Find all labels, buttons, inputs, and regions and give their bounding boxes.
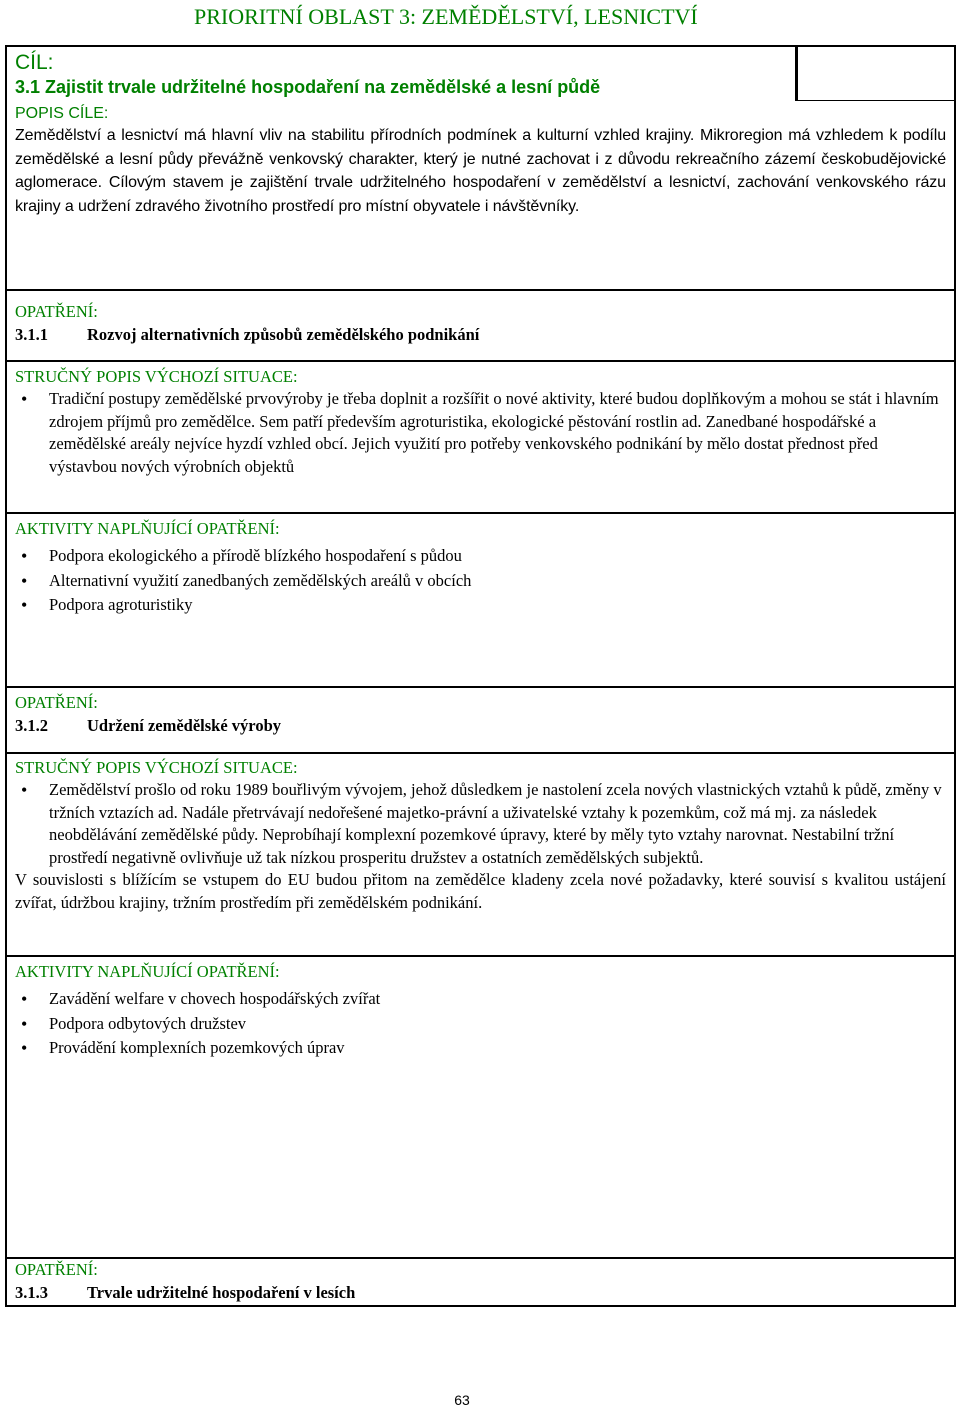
activities-box-311	[5, 514, 956, 688]
activity-item: • Alternativní využití zanedbaných zemědělských areálů v obcích	[15, 570, 946, 593]
activities-list	[15, 545, 946, 617]
activity-item: • Zavádění welfare v chovech hospodářských zvířat	[15, 988, 946, 1011]
situation-list	[15, 779, 946, 869]
activities-label: AKTIVITY NAPLŇUJÍCÍ OPATŘENÍ:	[15, 962, 280, 981]
goal-description-label: POPIS CÍLE:	[15, 105, 109, 122]
activities-box-312	[5, 957, 956, 1259]
measure-header-313	[5, 1259, 956, 1307]
activity-item: • Provádění komplexních pozemkových úprav	[15, 1037, 946, 1060]
situation-label: STRUČNÝ POPIS VÝCHOZÍ SITUACE:	[15, 758, 298, 777]
goal-cell	[5, 45, 796, 101]
measure-name: Trvale udržitelné hospodaření v lesích	[87, 1283, 356, 1302]
goal-label: CÍL:	[15, 51, 54, 74]
measure-label: OPATŘENÍ:	[15, 302, 98, 321]
measure-title-311	[15, 324, 946, 346]
measure-name: Rozvoj alternativních způsobů zemědělského podnikání	[87, 325, 480, 344]
measure-number: 3.1.3	[15, 1283, 48, 1302]
goal-side-cell	[796, 45, 956, 101]
goal-description-text: Zemědělství a lesnictví má hlavní vliv na stabilitu přírodních podmínek a kulturní vzhled krajiny. Mikroregion má vzhledem k podílu zemědělské a lesní půdy převážně venkovský charakter, který je nutné zachovat i z důvodu rekreačního zázemí českobudějovické aglomerace. Cílovým stavem je zajištění trvale udržitelného hospodaření v zemědělství a lesnictví, zachování venkovského rázu krajiny a udržení zdravého životního prostředí pro místní obyvatele i návštěvníky.	[15, 127, 946, 215]
goal-row	[5, 45, 956, 101]
goal-description-box	[5, 101, 956, 291]
measure-label: OPATŘENÍ:	[15, 693, 98, 712]
situation-box-311	[5, 362, 956, 514]
activities-label: AKTIVITY NAPLŇUJÍCÍ OPATŘENÍ:	[15, 519, 280, 538]
measure-number: 3.1.1	[15, 325, 48, 344]
activities-list	[15, 988, 946, 1060]
measure-title-312	[15, 715, 946, 737]
situation-list	[15, 388, 946, 478]
measure-header-311	[5, 291, 956, 362]
situation-box-312	[5, 754, 956, 957]
page-number: 63	[454, 1392, 470, 1408]
situation-item: • Tradiční postupy zemědělské prvovýroby je třeba doplnit a rozšířit o nové aktivity, které budou doplňkovým a mohou se stát i hlavním zdrojem příjmů pro zemědělce. Sem patří především agroturistika, ekologické pěstování rostlin ad. Zanedbané hospodářské a zemědělské areály nejvíce hyzdí vzhled obcí. Jejich využití pro potřeby venkovského podnikání by mělo dostat přednost před výstavbou nových výrobních objektů	[15, 388, 946, 478]
measure-number: 3.1.2	[15, 716, 48, 735]
page-title: PRIORITNÍ OBLAST 3: ZEMĚDĚLSTVÍ, LESNICTVÍ	[194, 4, 698, 29]
situation-label: STRUČNÝ POPIS VÝCHOZÍ SITUACE:	[15, 367, 298, 386]
situation-paragraph: V souvislosti s blížícím se vstupem do EU budou přitom na zemědělce kladeny zcela nové požadavky, které souvisí s kvalitou ustájení zvířat, údržbou krajiny, tržním prostředím při zemědělském podnikání.	[15, 870, 946, 912]
document-frame	[5, 45, 956, 1307]
measure-title-313	[15, 1282, 946, 1304]
activity-item: • Podpora agroturistiky	[15, 594, 946, 617]
measure-header-312	[5, 688, 956, 754]
situation-item: • Zemědělství prošlo od roku 1989 bouřlivým vývojem, jehož důsledkem je nastolení zcela nových vlastnických vztahů k půdě, změny v tržních vztazích ad. Nadále přetrvávají nedořešené majetko-právní a uživatelské vztahy k pozemkům, což má mj. za následek neobdělávání zemědělské půdy. Neprobíhají komplexní pozemkové úpravy, které by měly tyto vztahy narovnat. Nestabilní tržní prostředí negativně ovlivňuje už tak nízkou prosperitu družstev a ostatních zemědělských subjektů.	[15, 779, 946, 869]
activity-item: • Podpora ekologického a přírodě blízkého hospodaření s půdou	[15, 545, 946, 568]
goal-title: 3.1 Zajistit trvale udržitelné hospodaření na zemědělské a lesní půdě	[15, 77, 601, 97]
measure-name: Udržení zemědělské výroby	[87, 716, 281, 735]
activity-item: • Podpora odbytových družstev	[15, 1013, 946, 1036]
measure-label: OPATŘENÍ:	[15, 1260, 98, 1279]
